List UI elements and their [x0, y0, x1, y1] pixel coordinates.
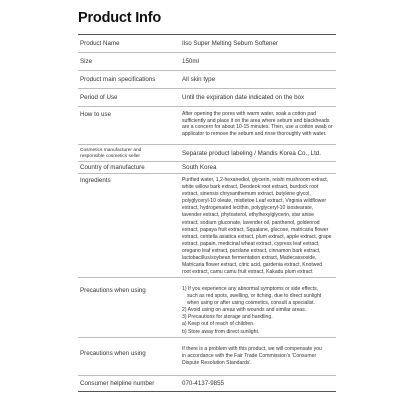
row-value: 150ml [182, 58, 199, 65]
text-line: extract, hydrogenated lecithin, polyglyceryl-10 isostearate, [182, 205, 314, 212]
text-line: sufficiently and place it on the area where sebum and blackheads [182, 117, 330, 124]
text-line: Matricaria flower extract, citric acid, gardenia extract, Knotwed [182, 262, 323, 269]
text-line: a) Keep out of reach of children. [182, 321, 255, 328]
row-value: Until the expiration date indicated on the box [182, 94, 305, 101]
text-line: Purified water, 1,2-hexanediol, glycerin, reishi mushroom extract, [182, 177, 329, 183]
row-value [182, 286, 336, 336]
row-label: Period of Use [80, 94, 118, 101]
text-line: 1) If you experience any abnormal symptoms or side effects, [182, 286, 319, 292]
row-value [182, 346, 336, 367]
text-line: extract, centella asiatica extract, plum extract, apple extract, grape [182, 233, 332, 240]
row-label: Ingredients [80, 177, 111, 184]
text-line: white willow bark extract, Deodeok root extract, burdock root [182, 184, 319, 191]
text-line: If there is a problem with this product, we will compensate you [182, 346, 322, 352]
text-line: lactobacillus/soybean fermentation extract, Madecassoside, [182, 255, 317, 262]
text-line: lavender extract, phytosterol, ethylhexylglycerin, star anise [182, 212, 314, 219]
text-line: such as red spots, swelling, or itching, due to direct sunlight [187, 293, 322, 300]
row-product-name [78, 35, 336, 53]
row-value: Separate product labeling / Mandis Korea Co., Ltd. [182, 150, 321, 157]
row-value: South Korea [182, 164, 217, 171]
row-period-of-use [78, 89, 336, 107]
text-line: applicator to remove the sebum and rinse thoroughly with water. [182, 130, 327, 137]
row-label: Precautions when using [80, 287, 146, 294]
row-how-to-use [78, 107, 336, 145]
row-helpline [78, 376, 336, 392]
text-line: 3) Precautions for storage and handling. [182, 314, 273, 321]
label-line: responsible cosmetics seller [80, 153, 140, 159]
text-line: when using or after using cosmetics, consult a specialist. [187, 300, 315, 307]
text-line: After opening the pores with warm water, soak a cotton pad [182, 111, 316, 117]
text-line: 2) Avoid using on areas with wounds and similar areas. [182, 307, 307, 314]
row-value: 070-4137-9855 [182, 380, 224, 387]
row-manufacturer [78, 145, 336, 162]
text-line: extract, papaya fruit extract, Squalane, glucose, matricaria flower [182, 226, 329, 233]
row-ingredients [78, 174, 336, 278]
row-value [182, 111, 336, 137]
row-label: How to use [80, 111, 111, 118]
row-label: Product main specifications [80, 76, 156, 83]
text-line: extract, sodium gluconate, lavender oil, panthenol, goldenrod [182, 219, 320, 226]
row-label [78, 148, 182, 160]
text-line: Dispute Resolution Standards'. [182, 360, 252, 367]
text-line: oregano leaf extract, purslane extract, cinnamon bark extract, [182, 247, 321, 254]
text-line: polyglyceryl-10 oleate, mistletoe Leaf extract, Virginia wildflower [182, 198, 327, 205]
text-line: extract, sinensis chrysanthemum extract, butylene glycol, [182, 191, 311, 198]
row-value [182, 177, 336, 276]
row-precautions-2 [78, 338, 336, 376]
text-line: b) Store away from direct sunlight. [182, 328, 260, 335]
row-precautions-1 [78, 278, 336, 338]
row-value: All skin type [182, 76, 216, 83]
label-line: Cosmetics manufacturer and [80, 148, 142, 153]
text-line: are a concern for about 10-15 minutes. Then, use a cotton swab or [182, 124, 333, 131]
row-label: Size [80, 58, 93, 65]
row-value: Ilso Super Melting Sebum Softener [182, 40, 278, 47]
page-title: Product Info [78, 10, 161, 26]
row-main-specifications [78, 71, 336, 89]
row-size [78, 53, 336, 71]
row-label: Product Name [80, 40, 120, 47]
text-line: extract, papain, medicinal wheat extract, cypress leaf extract, [182, 240, 320, 247]
row-label: Precautions when using [80, 350, 146, 357]
row-country [78, 162, 336, 174]
row-label: Consumer helpline number [80, 380, 155, 387]
text-line: root extract, camu camu fruit extract, Kakadu plum extract [182, 269, 313, 276]
row-label: Country of manufacture [80, 164, 145, 171]
product-info-table [78, 34, 336, 392]
text-line: in accordance with the Fair Trade Commission's 'Consumer [182, 353, 317, 360]
